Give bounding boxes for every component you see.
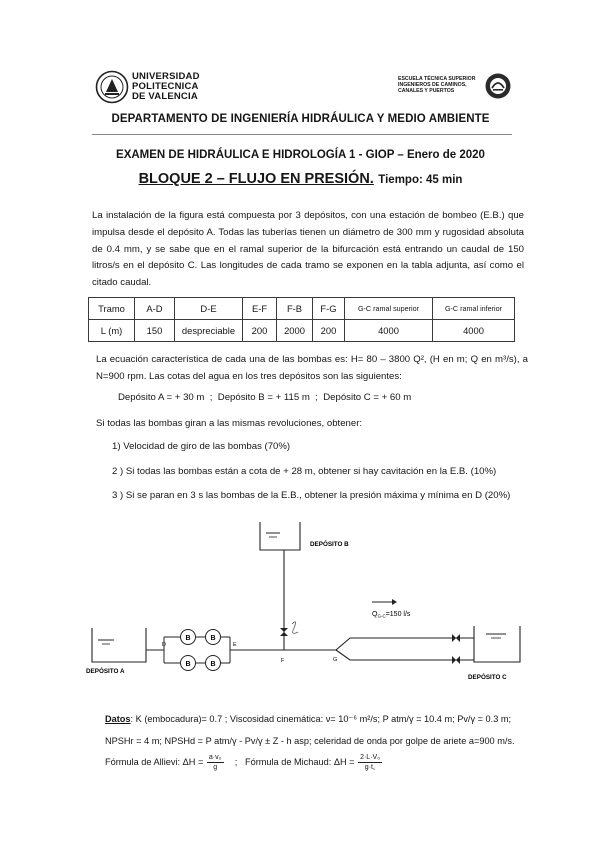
time-limit: Tiempo: 45 min [378, 174, 463, 186]
school-name: ESCUELA TÉCNICA SUPERIOR INGENIEROS DE CAMINOS, CANALES Y PUERTOS [398, 76, 476, 95]
university-name: UNIVERSIDAD POLITECNICA DE VALENCIA [132, 71, 200, 102]
tank-b [260, 522, 300, 550]
flow-label: $Q_{G-C}=150$ l/s [372, 611, 411, 619]
michaud-fraction: $\frac{\text{2·L·V₀}}{g\cdot t꜀}$ [360, 754, 381, 771]
allievi-fraction: $\frac{\text{a·v₀}}{g}$ [208, 754, 222, 771]
table-cell: D-E [175, 298, 243, 320]
node-f-label: F [281, 658, 285, 664]
table-cell: 4000 [433, 320, 515, 342]
lengths-table [88, 297, 515, 342]
question-1: 1) Velocidad de giro de las bombas (70%) [112, 441, 291, 452]
tank-a-label: DEPÓSITO A [86, 668, 125, 675]
pump [181, 656, 196, 671]
table-cell: G-C ramal inferior [433, 298, 515, 320]
svg-text:B: B [185, 635, 191, 642]
tank-a [92, 628, 146, 662]
table-cell: 2000 [277, 320, 313, 342]
table-cell: 200 [243, 320, 277, 342]
pump-equation-text: La ecuación característica de cada una de las bombas es: H= 80 – 3800 Q², (H en m; Q en m³/s), a N=900 rpm. Las cotas del agua en los tres depósitos son las siguientes: [96, 354, 528, 382]
tank-c [474, 626, 520, 662]
block-heading [0, 170, 601, 188]
header-divider [92, 134, 512, 135]
pump [181, 630, 196, 645]
pump [206, 630, 221, 645]
block-title: BLOQUE 2 – FLUJO EN PRESIÓN. [138, 171, 374, 187]
level-a: Depósito A = + 30 m [118, 392, 205, 403]
allievi-label: Fórmula de Allievi: ΔH = [105, 756, 204, 767]
branch-g-c [336, 638, 474, 660]
node-e-label: E [233, 642, 237, 648]
table-cell: L (m) [89, 320, 135, 342]
questions-prompt: Si todas las bombas giran a las mismas revoluciones, obtener: [96, 418, 363, 429]
level-c: Depósito C = + 60 m [323, 392, 412, 403]
level-b: Depósito B = + 115 m [217, 392, 310, 403]
node-d-label: D [162, 642, 166, 648]
data-line-2: NPSHr = 4 m; NPSHd = P atm/γ - Pv/γ ± Z - h asp; celeridad de onda por golpe de ariete a=900 m/s. [105, 736, 515, 746]
handwritten-mark [292, 622, 298, 634]
question-3: 3 ) Si se paran en 3 s las bombas de la E.B., obtener la presión máxima y mínima en D (20%) [112, 490, 511, 501]
flow-arrow-head [392, 599, 397, 605]
table-cell: E-F [243, 298, 277, 320]
valve-icon [280, 628, 288, 636]
svg-text:B: B [210, 635, 216, 642]
table-cell: 4000 [345, 320, 433, 342]
table-header-row [89, 298, 515, 320]
node-g-label: G [333, 657, 338, 663]
table-cell: G-C ramal superior [345, 298, 433, 320]
table-cell: F-G [313, 298, 345, 320]
department-title: DEPARTAMENTO DE INGENIERÍA HIDRÁULICA Y MEDIO AMBIENTE [111, 113, 490, 125]
intro-paragraph: La instalación de la figura está compuesta por 3 depósitos, con una estación de bombeo (E.B.) que impulsa desde el depósito A. Todas las tuberías tienen un diámetro de 300 mm y rugosidad absoluta de 0.4 mm, y se sabe que en el ramal superior de la bifurcación está entrando un caudal de 150 litros/s en el depósito C. Las longitudes de cada tramo se exponen en la tabla adjunta, así como el citado caudal. [92, 210, 524, 289]
pump [206, 656, 221, 671]
installation-diagram [84, 520, 524, 690]
svg-text:B: B [185, 661, 191, 668]
water-levels: Depósito A = + 30 m ; Depósito B = + 115 m ; Depósito C = + 60 m [118, 392, 412, 403]
valve-icon [452, 656, 460, 664]
table-cell: Tramo [89, 298, 135, 320]
table-cell: despreciable [175, 320, 243, 342]
table-row [89, 320, 515, 342]
exam-title: EXAMEN DE HIDRÁULICA E HIDROLOGÍA 1 - GIOP – Enero de 2020 [116, 149, 485, 161]
question-2: 2 ) Si todas las bombas están a cota de + 28 m, obtener si hay cavitación en la E.B. (10%) [112, 466, 497, 477]
school-seal-icon [484, 72, 512, 100]
table-cell: 200 [313, 320, 345, 342]
data-line-1: Datos: K (embocadura)= 0.7 ; Viscosidad cinemática: ν= 10⁻⁶ m²/s; P atm/γ = 10.4 m; Pv/γ = 0.3 m; [105, 714, 512, 724]
table-cell: A-D [135, 298, 175, 320]
svg-text:B: B [210, 661, 216, 668]
michaud-label: Fórmula de Michaud: ΔH = [244, 756, 355, 767]
table-cell: 150 [135, 320, 175, 342]
tank-c-label: DEPÓSITO C [468, 674, 507, 681]
tank-b-label: DEPÓSITO B [310, 541, 349, 548]
data-label: Datos [105, 714, 131, 724]
upv-logo-icon [95, 70, 129, 104]
table-cell: F-B [277, 298, 313, 320]
data-section [105, 708, 577, 752]
valve-icon [452, 634, 460, 642]
formulas-line: Fórmula de Allievi: ΔH = $\frac{\text{a·v₀}}{g}$ ; Fórmula de Michaud: ΔH = $\frac{\text{2·L·V₀}}{g\cdot t꜀}$ [105, 754, 381, 771]
